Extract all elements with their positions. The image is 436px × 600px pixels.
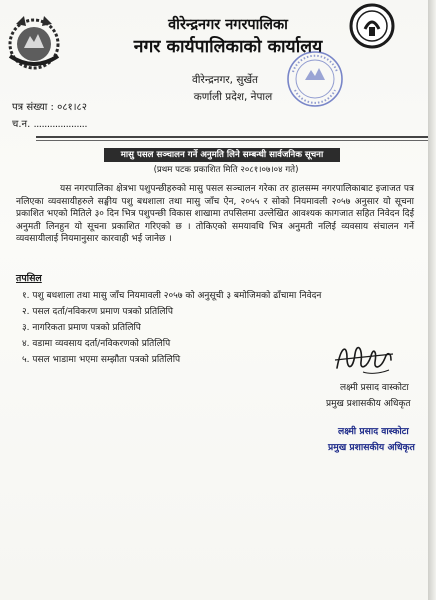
signature <box>333 340 395 376</box>
municipality-name: वीरेन्द्रनगर नगरपालिका <box>168 17 288 33</box>
notice-subject: मासु पसल सञ्चालन गर्ने अनुमति लिने सम्बन्धी सार्वजनिक सूचना <box>104 148 340 162</box>
dispatch-number-value: .................... <box>33 119 88 130</box>
letter-number <box>12 99 87 113</box>
office-province: कर्णाली प्रदेश, नेपाल <box>193 91 273 103</box>
municipality-logo-icon <box>349 3 395 49</box>
list-item: ४. वडामा व्यवसाय दर्ता/नविकरणको प्रतिलिपि <box>22 339 171 349</box>
letter-number-value: ०८१।८२ <box>57 102 87 113</box>
requirements-list <box>22 288 382 368</box>
adjacent-page-edge <box>428 0 436 600</box>
first-published-note: (प्रथम पटक प्रकाशित मिति २०८१।०७।०४ गते) <box>153 165 299 175</box>
office-name: नगर कार्यपालिकाको कार्यालय <box>133 37 323 57</box>
signatory-title: प्रमुख प्रशासकीय अधिकृत <box>326 399 411 409</box>
notice-body: यस नगरपालिका क्षेत्रभा पशुपन्छीहरुको मासु पसल सञ्चालन गरेका तर हालसम्म नगरपालिकाबाट इजाजत पत्र नलिएका व्यवसायीहरुले सङ्घीय पशु बधशाला तथा मासु जाँच ऐन, २०५५ र सोको नियमावली २०५७ अनुसार यो सूचना प्रकाशित भएको मितिले ३० दिन भित्र पशुपन्छी विकास शाखामा तपसिलमा उल्लेखित आवश्यक कागजात सहित निवेदन दिई अनुमती लिनहुन यो सूचना प्रकाशित गरिएको छ । तोकिएको समयावधि भित्र अनुमती नलिई व्यवसाय संचालन गर्ने व्यवसायीलाई नियमानुसार कारवाही भई जानेछ । <box>16 184 414 245</box>
header-divider <box>36 136 428 138</box>
header-divider-thin <box>36 140 428 141</box>
signatory-name: लक्ष्मी प्रसाद वास्कोटा <box>340 383 409 393</box>
dispatch-number-label: च.न. <box>12 119 31 130</box>
stamp-name: लक्ष्मी प्रसाद वास्कोटा <box>338 426 409 437</box>
list-item: ३. नागरिकता प्रमाण पत्रको प्रतिलिपि <box>22 323 141 333</box>
requirements-heading: तपसिल <box>16 273 42 284</box>
office-place: वीरेन्द्रनगर, सुर्खेत <box>191 74 259 86</box>
list-item: ५. पसल भाडामा भएमा सम्झौता पत्रको प्रतिलिपि <box>22 355 181 365</box>
dispatch-number <box>12 116 87 130</box>
list-item: १. पशु बधशाला तथा मासु जाँच नियमावली २०५७ को अनुसूची ३ बमोजिमको ढाँचामा निवेदन <box>22 291 322 301</box>
list-item: २. पसल दर्ता/नविकरण प्रमाण पत्रको प्रतिलिपि <box>22 307 173 317</box>
stamp-title: प्रमुख प्रशासकीय अधिकृत <box>328 442 415 453</box>
nepal-government-emblem-icon <box>2 12 66 74</box>
letter-number-label: पत्र संख्या : <box>12 102 54 113</box>
